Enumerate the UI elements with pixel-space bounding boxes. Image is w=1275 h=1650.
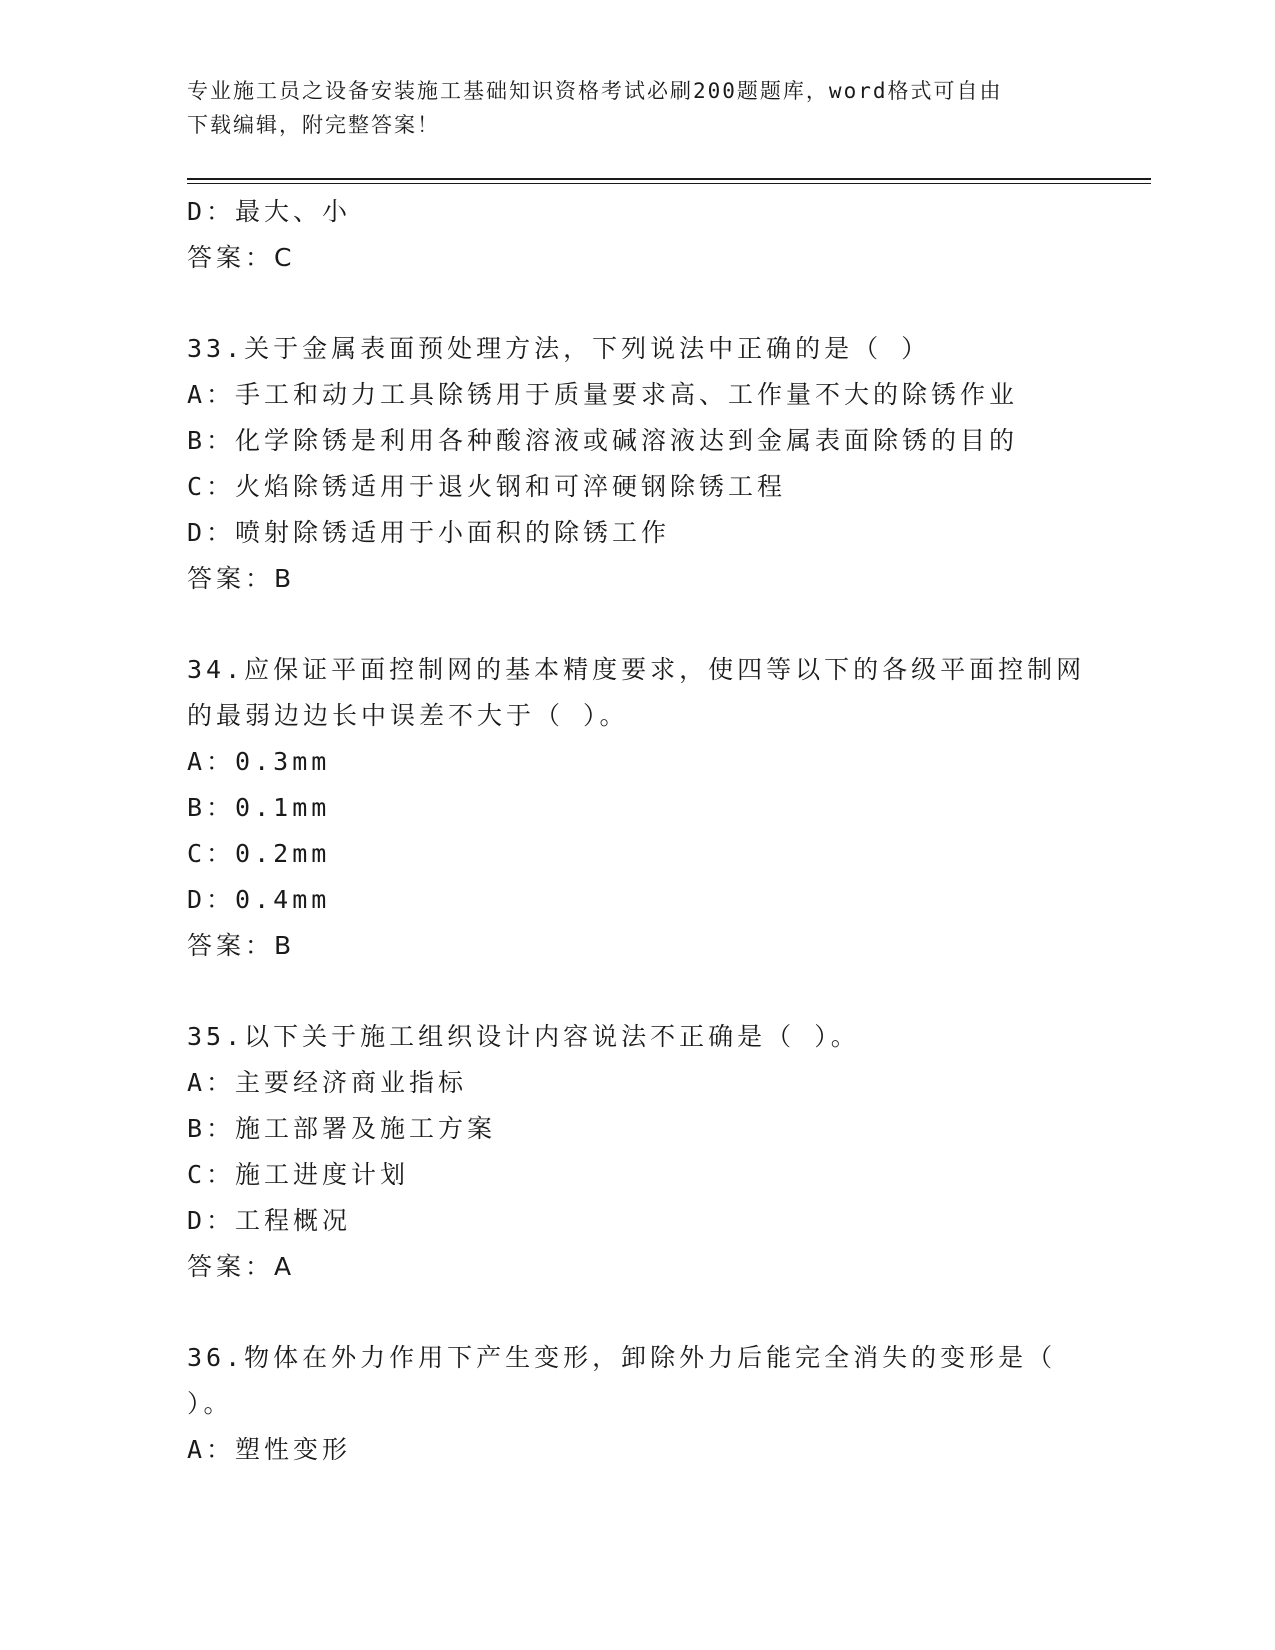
option-c: C：火焰除锈适用于退火钢和可淬硬钢除锈工程: [187, 472, 787, 501]
option-b: B：施工部署及施工方案: [187, 1114, 497, 1143]
question-block-32: [187, 189, 1087, 281]
question-text-line-1: 34.应保证平面控制网的基本精度要求，使四等以下的各级平面控制网: [187, 655, 1086, 684]
question-text: 33.关于金属表面预处理方法，下列说法中正确的是（ ）: [187, 334, 931, 363]
question-block-33: [187, 326, 1087, 602]
answer: 答案：A: [187, 1252, 296, 1281]
option-d: D：最大、小: [187, 197, 352, 226]
option-a: A：手工和动力工具除锈用于质量要求高、工作量不大的除锈作业: [187, 380, 1019, 409]
spacer: [187, 281, 1087, 326]
question-block-34: [187, 647, 1087, 969]
question-text-line-1: 36.物体在外力作用下产生变形，卸除外力后能完全消失的变形是（: [187, 1343, 1057, 1372]
spacer: [187, 1290, 1087, 1335]
question-list: [187, 189, 1087, 1473]
answer: 答案：B: [187, 564, 296, 593]
header-title-line-2: 下载编辑，附完整答案！: [187, 113, 440, 137]
question-block-36: [187, 1335, 1087, 1473]
answer: 答案：C: [187, 243, 296, 272]
option-c: C：施工进度计划: [187, 1160, 410, 1189]
option-b: B：化学除锈是利用各种酸溶液或碱溶液达到金属表面除锈的目的: [187, 426, 1019, 455]
option-a: A：塑性变形: [187, 1435, 352, 1464]
header-title-line-1: 专业施工员之设备安装施工基础知识资格考试必刷200题题库，word格式可自由: [187, 79, 1003, 103]
question-text-line-2: ）。: [187, 1389, 233, 1418]
option-d: D：0.4mm: [187, 885, 331, 914]
question-text-line-2: 的最弱边边长中误差不大于（ ）。: [187, 701, 629, 730]
option-d: D：喷射除锈适用于小面积的除锈工作: [187, 518, 671, 547]
header-divider-thin: [187, 183, 1151, 184]
option-d: D：工程概况: [187, 1206, 352, 1235]
option-b: B：0.1mm: [187, 793, 331, 822]
spacer: [187, 969, 1087, 1014]
option-a: A：0.3mm: [187, 747, 331, 776]
option-a: A：主要经济商业指标: [187, 1068, 468, 1097]
spacer: [187, 602, 1087, 647]
option-c: C：0.2mm: [187, 839, 331, 868]
question-block-35: [187, 1014, 1087, 1290]
document-header: [187, 74, 1087, 142]
question-text: 35.以下关于施工组织设计内容说法不正确是（ ）。: [187, 1022, 860, 1051]
header-divider-thick: [187, 178, 1151, 180]
answer: 答案：B: [187, 931, 296, 960]
